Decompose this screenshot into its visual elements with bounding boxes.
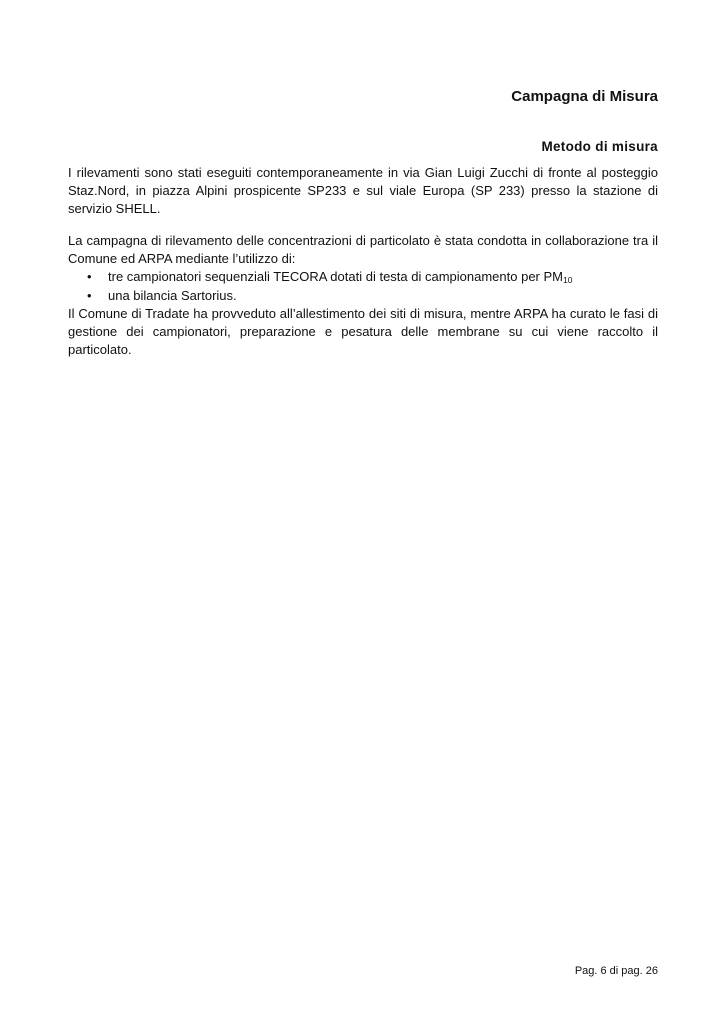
list-item bbox=[68, 287, 658, 305]
page-number: Pag. 6 di pag. 26 bbox=[574, 965, 658, 977]
list-item-subscript: 10 bbox=[563, 275, 573, 286]
page-title: Campagna di Misura bbox=[511, 88, 658, 105]
paragraph-closing: Il Comune di Tradate ha provveduto all’allestimento dei siti di misura, mentre ARPA ha curato le fasi di gestione dei campionatori, preparazione e pesatura delle membrane su cui viene raccolto il particolato. bbox=[68, 305, 658, 358]
paragraph-campaign bbox=[68, 232, 658, 359]
list-item bbox=[68, 268, 658, 286]
equipment-list bbox=[68, 268, 658, 304]
bullet-icon: • bbox=[87, 269, 92, 285]
section-heading: Metodo di misura bbox=[541, 139, 658, 154]
bullet-icon: • bbox=[87, 287, 92, 303]
paragraph-intro: La campagna di rilevamento delle concentrazioni di particolato è stata condotta in collaborazione tra il Comune ed ARPA mediante l’utilizzo di: bbox=[68, 233, 658, 267]
paragraph-sites: I rilevamenti sono stati eseguiti contemporaneamente in via Gian Luigi Zucchi di fronte al posteggio Staz.Nord, in piazza Alpini prospicente SP233 e sul viale Europa (SP 233) presso la stazione di servizio SHELL. bbox=[68, 165, 658, 217]
list-item-text: una bilancia Sartorius. bbox=[108, 287, 237, 303]
list-item-text: tre campionatori sequenziali TECORA dotati di testa di campionamento per PM bbox=[108, 269, 563, 285]
